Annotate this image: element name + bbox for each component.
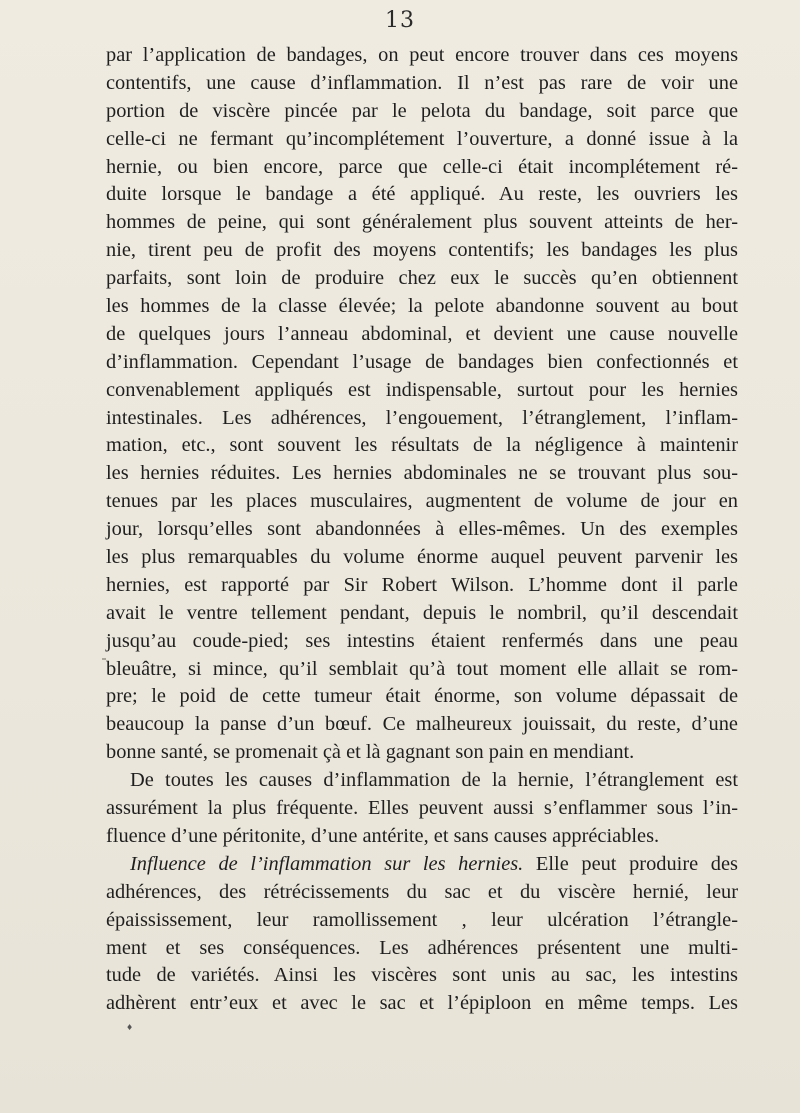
text-line: portion de viscère pincée par le pelota du bandage, soit parce que (106, 99, 738, 122)
text-line: les hommes de la classe élevée; la pelote abandonne souvent au bout (106, 295, 738, 318)
section-heading: Influence de l’inflammation sur les hernies. (130, 852, 524, 875)
text-line: tenues par les places musculaires, augmentent de volume de jour en (106, 490, 738, 513)
text-line: mation, etc., sont souvent les résultats de la négligence à maintenir (106, 434, 738, 457)
text-line: de quelques jours l’anneau abdominal, et devient une cause nouvelle (106, 322, 738, 345)
text-line: hernie, ou bien encore, parce que celle-ci était incomplétement ré- (106, 155, 738, 178)
text-line: duite lorsque le bandage a été appliqué. Au reste, les ouvriers les (106, 183, 738, 206)
text-line: celle-ci ne fermant qu’incomplétement l’ouverture, a donné issue à la (106, 127, 738, 150)
text-line: jour, lorsqu’elles sont abandonnées à elles-mêmes. Un des exemples (106, 518, 738, 541)
text-line: beaucoup la panse d’un bœuf. Ce malheureux jouissait, du reste, d’une (106, 713, 738, 736)
text-line: hommes de peine, qui sont généralement plus souvent atteints de her- (106, 211, 738, 234)
text-line: De toutes les causes d’inflammation de la hernie, l’étranglement est (130, 769, 738, 792)
text-line: bonne santé, se promenait çà et là gagnant son pain en mendiant. (106, 741, 635, 764)
text-line: jusqu’au coude-pied; ses intestins étaient renfermés dans une peau (106, 629, 738, 652)
text-line: avait le ventre tellement pendant, depuis le nombril, qu’il descendait (106, 601, 738, 624)
text-line: bleuâtre, si mince, qu’il semblait qu’à tout moment elle allait se rom- (106, 657, 738, 680)
text-line: intestinales. Les adhérences, l’engouement, l’étranglement, l’inflam- (106, 406, 738, 429)
page-number: 13 (385, 8, 415, 33)
text-line: fluence d’une péritonite, d’une antérite, et sans causes appréciables. (106, 824, 660, 847)
text-line: épaississement, leur ramollissement , leur ulcération l’étrangle- (106, 908, 738, 931)
text-line: les hernies réduites. Les hernies abdominales ne se trouvant plus sou- (106, 462, 738, 485)
text-line: les plus remarquables du volume énorme auquel peuvent parvenir les (106, 546, 738, 569)
text-line: pre; le poid de cette tumeur était énorme, son volume dépassait de (106, 685, 738, 708)
text-line: convenablement appliqués est indispensable, surtout pour les hernies (106, 378, 738, 401)
text-line: adhèrent entr’eux et avec le sac et l’épiploon en même temps. Les (106, 992, 738, 1015)
text-line: tude de variétés. Ainsi les viscères sont unis au sac, les intestins (106, 964, 738, 987)
text-line: ment et ses conséquences. Les adhérences présentent une multi- (106, 936, 738, 959)
heading-continuation: Elle peut produire des (523, 852, 738, 875)
footer-mark: ♦ (126, 1023, 134, 1032)
text-line: par l’application de bandages, on peut encore trouver dans ces moyens (106, 44, 738, 66)
text-line: contentifs, une cause d’inflammation. Il n’est pas rare de voir une (106, 71, 738, 94)
text-line: nie, tirent peu de profit des moyens contentifs; les bandages les plus (106, 239, 738, 262)
body-text (106, 42, 738, 1018)
text-line: d’inflammation. Cependant l’usage de bandages bien confectionnés et (106, 350, 738, 373)
heading-line (106, 851, 738, 879)
text-line: parfaits, sont loin de produire chez eux le succès qu’en obtiennent (106, 267, 738, 290)
text-line: adhérences, des rétrécissements du sac et du viscère hernié, leur (106, 880, 738, 903)
text-line: assurément la plus fréquente. Elles peuvent aussi s’enflammer sous l’in- (106, 797, 738, 820)
text-line: hernies, est rapporté par Sir Robert Wilson. L’homme dont il parle (106, 573, 738, 596)
